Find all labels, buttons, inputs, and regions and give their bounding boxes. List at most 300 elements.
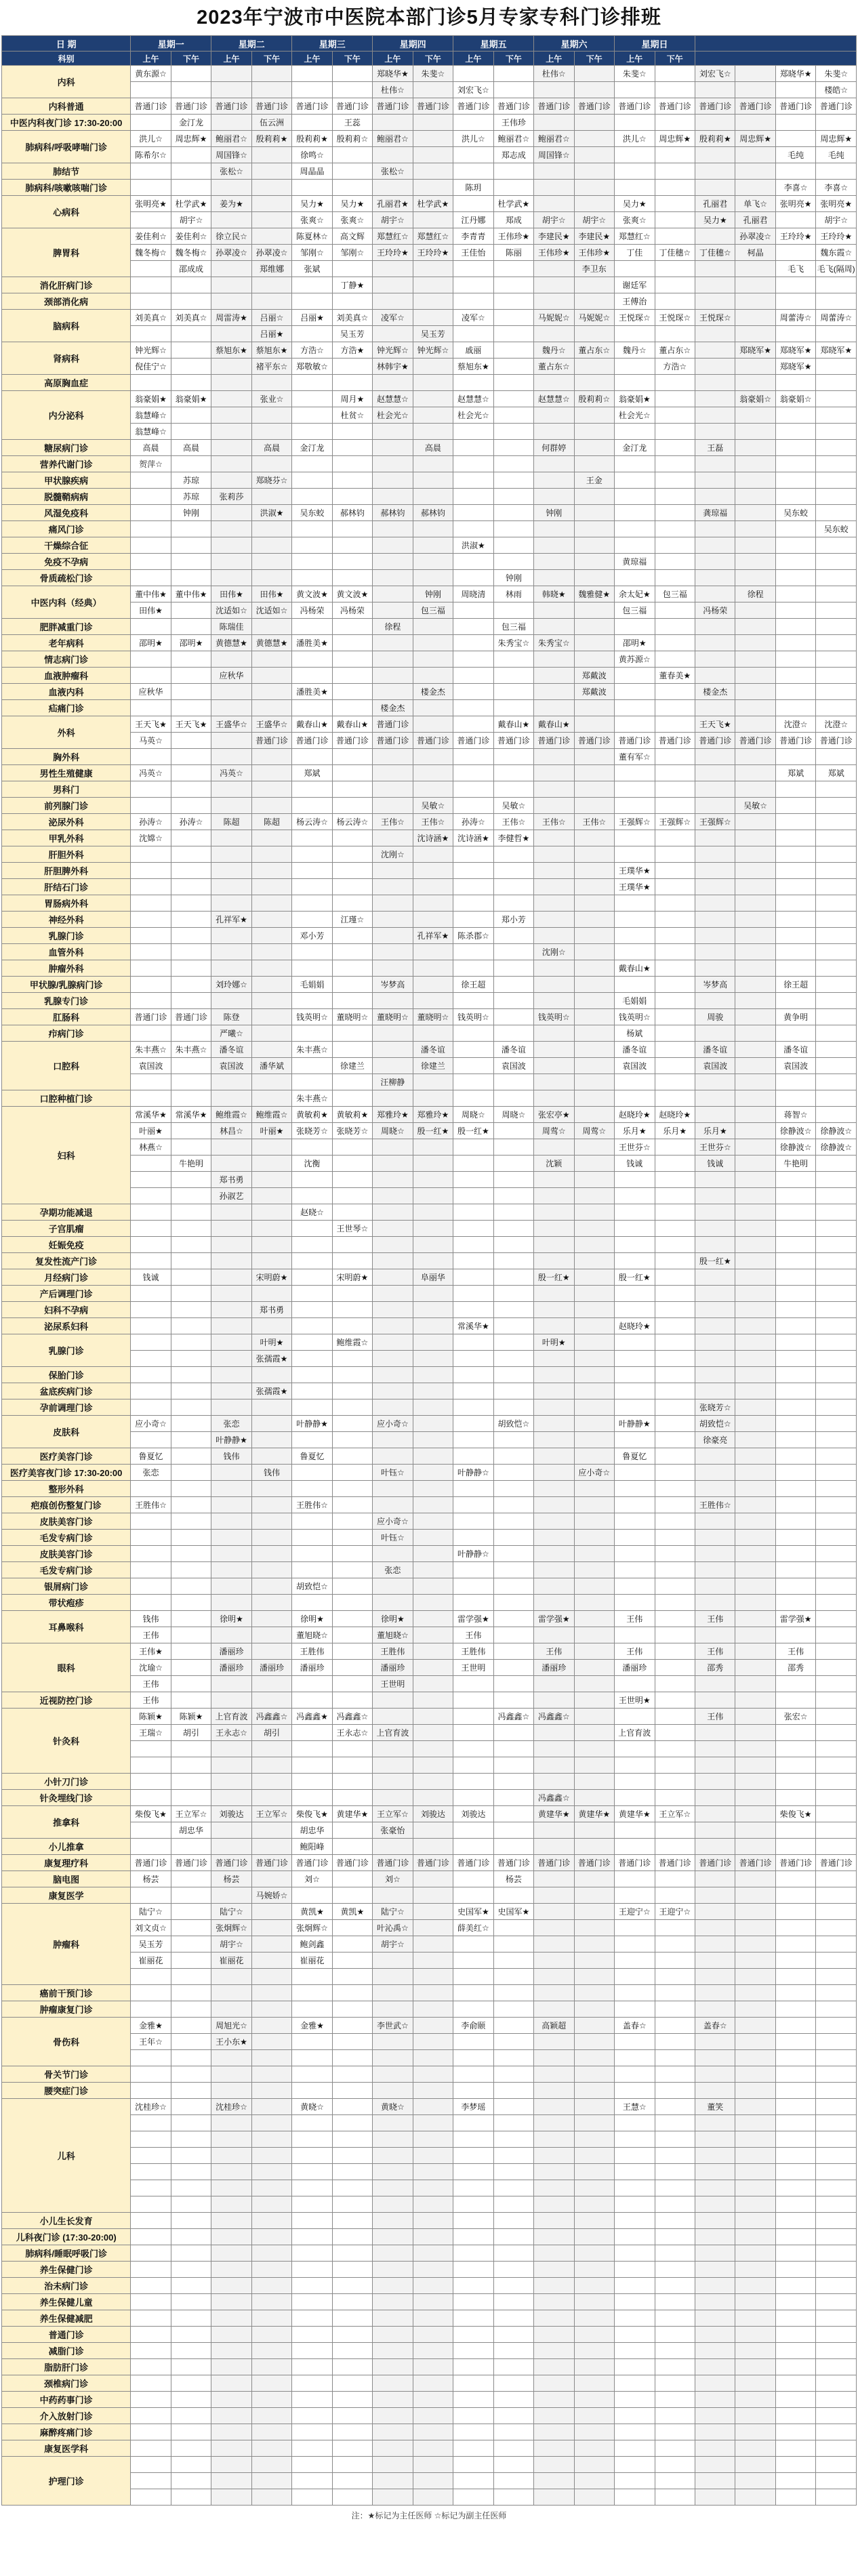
schedule-cell	[171, 1302, 211, 1318]
schedule-cell	[735, 147, 775, 163]
schedule-cell	[332, 359, 372, 375]
schedule-cell	[332, 2262, 372, 2278]
schedule-cell	[373, 1269, 413, 1286]
schedule-cell	[292, 2440, 332, 2457]
schedule-cell: 王伟☆	[413, 814, 453, 830]
schedule-cell	[775, 2327, 815, 2343]
schedule-cell	[453, 1709, 493, 1725]
schedule-cell: 徐鸣☆	[292, 147, 332, 163]
schedule-cell	[211, 1334, 251, 1351]
schedule-cell: 魏丹☆	[615, 342, 655, 359]
schedule-cell	[735, 1936, 775, 1953]
schedule-cell	[655, 1058, 695, 1074]
schedule-cell: 李世武☆	[373, 2018, 413, 2034]
schedule-cell	[695, 261, 735, 277]
schedule-cell	[775, 781, 815, 798]
schedule-cell	[816, 1481, 857, 1497]
schedule-cell	[211, 1497, 251, 1513]
schedule-cell	[493, 521, 533, 537]
schedule-cell: 崔丽花	[131, 1953, 171, 1969]
schedule-cell	[171, 2131, 211, 2148]
schedule-cell: 凌军☆	[453, 310, 493, 326]
schedule-cell	[211, 1676, 251, 1692]
schedule-cell: 岑梦高	[373, 977, 413, 993]
dept-name: 风湿免疫科	[2, 505, 131, 521]
schedule-cell	[695, 1481, 735, 1497]
schedule-cell	[211, 2440, 251, 2457]
schedule-cell: 鲁夏忆	[615, 1448, 655, 1465]
schedule-cell: 周月★	[332, 391, 372, 407]
schedule-cell	[413, 1920, 453, 1936]
schedule-cell	[615, 2359, 655, 2375]
schedule-cell	[292, 2262, 332, 2278]
schedule-cell	[615, 489, 655, 505]
schedule-cell	[493, 1578, 533, 1595]
schedule-cell	[171, 1432, 211, 1448]
schedule-cell: 沈刚☆	[534, 944, 574, 960]
schedule-cell: 张爽☆	[615, 212, 655, 228]
schedule-cell	[453, 619, 493, 635]
schedule-cell	[453, 489, 493, 505]
schedule-cell	[171, 781, 211, 798]
am-header: 上午	[131, 52, 171, 66]
schedule-cell	[735, 944, 775, 960]
schedule-cell	[695, 2213, 735, 2229]
schedule-cell	[534, 163, 574, 180]
schedule-cell: 普通门诊	[373, 1855, 413, 1871]
table-row	[2, 1643, 857, 1660]
schedule-cell	[775, 2164, 815, 2180]
schedule-cell	[534, 521, 574, 537]
schedule-cell: 郑慧红☆	[373, 228, 413, 245]
schedule-cell	[695, 700, 735, 716]
schedule-cell	[775, 293, 815, 310]
schedule-cell: 王伟	[131, 1676, 171, 1692]
table-row	[2, 228, 857, 245]
schedule-cell	[655, 977, 695, 993]
schedule-cell	[332, 472, 372, 489]
table-row	[2, 1806, 857, 1822]
schedule-cell	[655, 602, 695, 619]
schedule-cell: 孙淑艺	[211, 1188, 251, 1204]
schedule-cell: 张爽☆	[332, 212, 372, 228]
schedule-cell	[171, 977, 211, 993]
schedule-cell	[534, 2083, 574, 2099]
schedule-cell	[816, 602, 857, 619]
schedule-cell	[775, 1090, 815, 1107]
table-row	[2, 489, 857, 505]
schedule-cell	[775, 537, 815, 554]
schedule-cell	[655, 895, 695, 912]
schedule-cell: 胡致恺☆	[695, 1416, 735, 1432]
dept-name: 康复理疗科	[2, 1855, 131, 1871]
schedule-cell	[332, 2424, 372, 2440]
schedule-cell: 朱秀宝☆	[493, 635, 533, 651]
schedule-cell	[171, 326, 211, 342]
schedule-cell	[171, 1790, 211, 1806]
schedule-cell: 刘美真☆	[332, 310, 372, 326]
schedule-cell	[493, 1123, 533, 1139]
schedule-cell	[695, 765, 735, 781]
schedule-cell	[816, 1172, 857, 1188]
schedule-cell	[534, 115, 574, 131]
schedule-cell	[534, 2099, 574, 2115]
schedule-cell	[816, 1318, 857, 1334]
schedule-cell: 贺萍☆	[131, 456, 171, 472]
schedule-cell: 李喜☆	[775, 180, 815, 196]
table-row	[2, 1692, 857, 1709]
schedule-cell: 沈刚☆	[373, 846, 413, 863]
schedule-cell: 褚平东☆	[251, 359, 291, 375]
schedule-cell	[413, 1318, 453, 1334]
schedule-cell: 叶明★	[534, 1334, 574, 1351]
schedule-cell: 杜学武★	[493, 196, 533, 212]
schedule-cell	[534, 1416, 574, 1432]
schedule-cell	[493, 310, 533, 326]
schedule-cell	[171, 1448, 211, 1465]
schedule-cell	[816, 1611, 857, 1627]
schedule-cell	[655, 1953, 695, 1969]
schedule-cell	[292, 1188, 332, 1204]
dept-name: 产后调理门诊	[2, 1286, 131, 1302]
schedule-cell	[574, 1660, 614, 1676]
schedule-cell	[574, 1367, 614, 1383]
schedule-cell	[131, 2083, 171, 2099]
table-row	[2, 375, 857, 391]
schedule-cell	[332, 66, 372, 82]
schedule-cell: 董中伟★	[171, 586, 211, 602]
schedule-cell	[816, 879, 857, 895]
schedule-cell: 张明亮★	[775, 196, 815, 212]
table-row	[2, 1221, 857, 1237]
schedule-cell	[775, 1269, 815, 1286]
schedule-cell	[816, 554, 857, 570]
schedule-cell	[413, 570, 453, 586]
schedule-cell	[211, 1985, 251, 2001]
schedule-cell	[131, 293, 171, 310]
schedule-cell	[735, 66, 775, 82]
schedule-cell: 王玲玲★	[816, 228, 857, 245]
schedule-cell	[735, 1709, 775, 1725]
schedule-cell	[655, 1042, 695, 1058]
schedule-cell	[413, 2099, 453, 2115]
schedule-cell	[775, 115, 815, 131]
schedule-cell	[493, 1188, 533, 1204]
schedule-cell	[574, 2408, 614, 2424]
schedule-cell	[251, 147, 291, 163]
schedule-cell: 胡宇☆	[373, 1936, 413, 1953]
schedule-cell	[735, 2408, 775, 2424]
schedule-cell	[373, 1042, 413, 1058]
table-row	[2, 863, 857, 879]
schedule-cell	[292, 1757, 332, 1774]
schedule-cell	[131, 2115, 171, 2131]
table-row	[2, 1481, 857, 1497]
schedule-cell: 周晓☆	[373, 1123, 413, 1139]
schedule-cell	[493, 2164, 533, 2180]
schedule-cell	[534, 1497, 574, 1513]
schedule-cell	[493, 2131, 533, 2148]
schedule-cell	[453, 1513, 493, 1530]
schedule-cell	[131, 2278, 171, 2294]
schedule-cell: 殷一红★	[615, 1269, 655, 1286]
table-row	[2, 2001, 857, 2018]
schedule-cell: 普通门诊	[171, 98, 211, 115]
dept-name: 中医内科（经典）	[2, 586, 131, 619]
schedule-cell: 楼金杰	[695, 684, 735, 700]
schedule-cell	[292, 2294, 332, 2310]
schedule-cell	[292, 944, 332, 960]
schedule-cell	[534, 1367, 574, 1383]
schedule-cell	[534, 1139, 574, 1156]
schedule-cell	[735, 960, 775, 977]
schedule-cell: 张孺霞★	[251, 1383, 291, 1399]
schedule-cell	[332, 1969, 372, 1985]
dept-name: 护理门诊	[2, 2457, 131, 2506]
schedule-cell	[735, 554, 775, 570]
schedule-cell: 吴敏☆	[413, 798, 453, 814]
schedule-cell	[131, 1334, 171, 1351]
schedule-cell	[131, 749, 171, 765]
schedule-cell	[816, 2050, 857, 2066]
schedule-cell: 胡忠华	[171, 1822, 211, 1839]
schedule-cell	[735, 1595, 775, 1611]
schedule-cell	[171, 147, 211, 163]
schedule-cell	[493, 879, 533, 895]
schedule-cell	[735, 2294, 775, 2310]
schedule-cell	[655, 879, 695, 895]
schedule-cell: 吕丽★	[292, 310, 332, 326]
schedule-cell	[574, 2310, 614, 2327]
schedule-cell	[332, 1562, 372, 1578]
schedule-cell	[211, 2148, 251, 2164]
schedule-cell: 普通门诊	[735, 733, 775, 749]
schedule-cell	[534, 1286, 574, 1302]
schedule-cell	[574, 277, 614, 293]
schedule-cell	[735, 863, 775, 879]
schedule-cell: 钟刚	[171, 505, 211, 521]
schedule-cell	[251, 1090, 291, 1107]
schedule-cell	[171, 619, 211, 635]
dept-name: 乳腺门诊	[2, 928, 131, 944]
schedule-cell: 鲍维霞☆	[332, 1334, 372, 1351]
schedule-cell	[735, 537, 775, 554]
schedule-cell	[574, 1042, 614, 1058]
schedule-cell	[211, 2327, 251, 2343]
schedule-cell	[171, 2066, 211, 2083]
schedule-cell	[695, 798, 735, 814]
schedule-cell: 王世明	[373, 1676, 413, 1692]
schedule-cell	[131, 863, 171, 879]
schedule-cell	[655, 700, 695, 716]
schedule-cell	[735, 1530, 775, 1546]
schedule-cell	[775, 619, 815, 635]
table-row	[2, 2245, 857, 2262]
schedule-cell	[574, 375, 614, 391]
schedule-cell	[413, 716, 453, 733]
schedule-cell	[695, 456, 735, 472]
schedule-cell	[211, 407, 251, 424]
schedule-cell	[413, 1074, 453, 1090]
schedule-cell	[332, 2489, 372, 2506]
schedule-cell	[775, 2066, 815, 2083]
schedule-cell	[332, 1774, 372, 1790]
schedule-cell	[413, 1660, 453, 1676]
schedule-cell	[251, 2066, 291, 2083]
schedule-cell	[615, 505, 655, 521]
schedule-cell: 钱英明☆	[453, 1009, 493, 1025]
schedule-cell: 陈颖★	[131, 1709, 171, 1725]
schedule-cell	[251, 2278, 291, 2294]
schedule-cell	[373, 2180, 413, 2196]
schedule-cell	[615, 1074, 655, 1090]
schedule-cell	[332, 2278, 372, 2294]
schedule-cell	[534, 1562, 574, 1578]
schedule-cell	[332, 2310, 372, 2327]
schedule-cell	[816, 1513, 857, 1530]
schedule-cell	[493, 505, 533, 521]
schedule-cell	[735, 2229, 775, 2245]
schedule-cell	[131, 2262, 171, 2278]
schedule-cell: 王悦琛☆	[615, 310, 655, 326]
schedule-cell	[574, 505, 614, 521]
schedule-cell	[211, 1969, 251, 1985]
schedule-cell	[332, 651, 372, 668]
schedule-cell	[171, 1920, 211, 1936]
schedule-cell	[413, 456, 453, 472]
schedule-cell: 黄争明	[775, 1009, 815, 1025]
schedule-cell	[534, 895, 574, 912]
schedule-cell: 张晓芳☆	[292, 1123, 332, 1139]
schedule-cell	[695, 2294, 735, 2310]
schedule-cell	[655, 456, 695, 472]
schedule-cell	[251, 977, 291, 993]
schedule-cell	[615, 1774, 655, 1790]
schedule-cell: 鲁夏忆	[131, 1448, 171, 1465]
dept-name: 康复医学科	[2, 2440, 131, 2457]
schedule-cell	[655, 1074, 695, 1090]
dept-name: 妇科不孕病	[2, 1302, 131, 1318]
dept-name: 疖病门诊	[2, 1025, 131, 1042]
schedule-cell	[171, 180, 211, 196]
schedule-cell	[574, 521, 614, 537]
schedule-cell	[775, 1204, 815, 1221]
schedule-cell	[534, 2131, 574, 2148]
schedule-cell	[655, 2180, 695, 2196]
schedule-cell	[695, 424, 735, 440]
schedule-cell	[211, 1790, 251, 1806]
schedule-cell	[775, 1286, 815, 1302]
schedule-cell	[292, 1969, 332, 1985]
schedule-cell	[493, 1221, 533, 1237]
schedule-cell: 翁慧峰☆	[131, 424, 171, 440]
schedule-cell: 王伟	[534, 1643, 574, 1660]
schedule-cell: 黄琼福	[615, 554, 655, 570]
schedule-cell	[534, 1887, 574, 1904]
schedule-cell	[211, 2294, 251, 2310]
schedule-cell: 王胜伟☆	[292, 1497, 332, 1513]
schedule-cell	[655, 1725, 695, 1741]
schedule-cell: 黄凯★	[332, 1904, 372, 1920]
schedule-cell: 杜伟☆	[373, 82, 413, 98]
schedule-cell	[211, 2375, 251, 2392]
dept-name: 口腔种植门诊	[2, 1090, 131, 1107]
schedule-cell	[695, 2196, 735, 2213]
schedule-cell	[453, 912, 493, 928]
schedule-cell	[131, 163, 171, 180]
schedule-cell	[332, 977, 372, 993]
schedule-cell: 杜伟☆	[534, 66, 574, 82]
schedule-cell	[171, 1611, 211, 1627]
schedule-cell	[534, 619, 574, 635]
schedule-cell	[695, 668, 735, 684]
schedule-cell	[574, 993, 614, 1009]
schedule-cell	[332, 2196, 372, 2213]
schedule-cell	[534, 1774, 574, 1790]
schedule-cell	[816, 1627, 857, 1643]
schedule-cell	[655, 180, 695, 196]
schedule-cell: 董晓明☆	[413, 1009, 453, 1025]
schedule-cell	[373, 115, 413, 131]
schedule-cell: 刘文贞☆	[131, 1920, 171, 1936]
schedule-cell	[493, 456, 533, 472]
schedule-cell: 徐建兰	[332, 1058, 372, 1074]
schedule-cell	[534, 1953, 574, 1969]
schedule-cell: 沈澄☆	[775, 716, 815, 733]
schedule-cell	[493, 391, 533, 407]
schedule-cell	[332, 2001, 372, 2018]
schedule-cell	[735, 2359, 775, 2375]
table-row	[2, 1399, 857, 1416]
schedule-cell: 沈衡	[292, 1156, 332, 1172]
schedule-cell	[775, 1465, 815, 1481]
schedule-cell: 徐明★	[211, 1611, 251, 1627]
schedule-cell	[574, 1513, 614, 1530]
schedule-cell	[735, 1920, 775, 1936]
schedule-cell	[131, 375, 171, 391]
schedule-cell	[655, 489, 695, 505]
schedule-cell	[453, 1481, 493, 1497]
schedule-cell: 孔丽君	[695, 196, 735, 212]
schedule-cell	[413, 2310, 453, 2327]
schedule-cell	[373, 928, 413, 944]
schedule-cell	[534, 1822, 574, 1839]
schedule-cell	[695, 863, 735, 879]
schedule-cell	[695, 277, 735, 293]
schedule-cell	[373, 2148, 413, 2164]
schedule-cell	[211, 2083, 251, 2099]
schedule-cell	[574, 1302, 614, 1318]
schedule-cell	[574, 1871, 614, 1887]
table-row	[2, 716, 857, 733]
schedule-cell	[413, 277, 453, 293]
dept-name: 肺病科/呼吸哮喘门诊	[2, 131, 131, 163]
schedule-cell: 张晓芳☆	[332, 1123, 372, 1139]
schedule-cell	[574, 196, 614, 212]
schedule-cell	[534, 2408, 574, 2424]
schedule-cell: 潘丽珍	[534, 1660, 574, 1676]
schedule-cell	[775, 1351, 815, 1367]
schedule-cell: 王小东★	[211, 2034, 251, 2050]
schedule-cell: 鲍剑鑫	[292, 1936, 332, 1953]
schedule-cell	[493, 895, 533, 912]
schedule-cell	[534, 489, 574, 505]
schedule-cell	[171, 2359, 211, 2375]
schedule-cell	[292, 1513, 332, 1530]
schedule-cell	[816, 1757, 857, 1774]
schedule-cell	[735, 1139, 775, 1156]
schedule-cell	[292, 781, 332, 798]
